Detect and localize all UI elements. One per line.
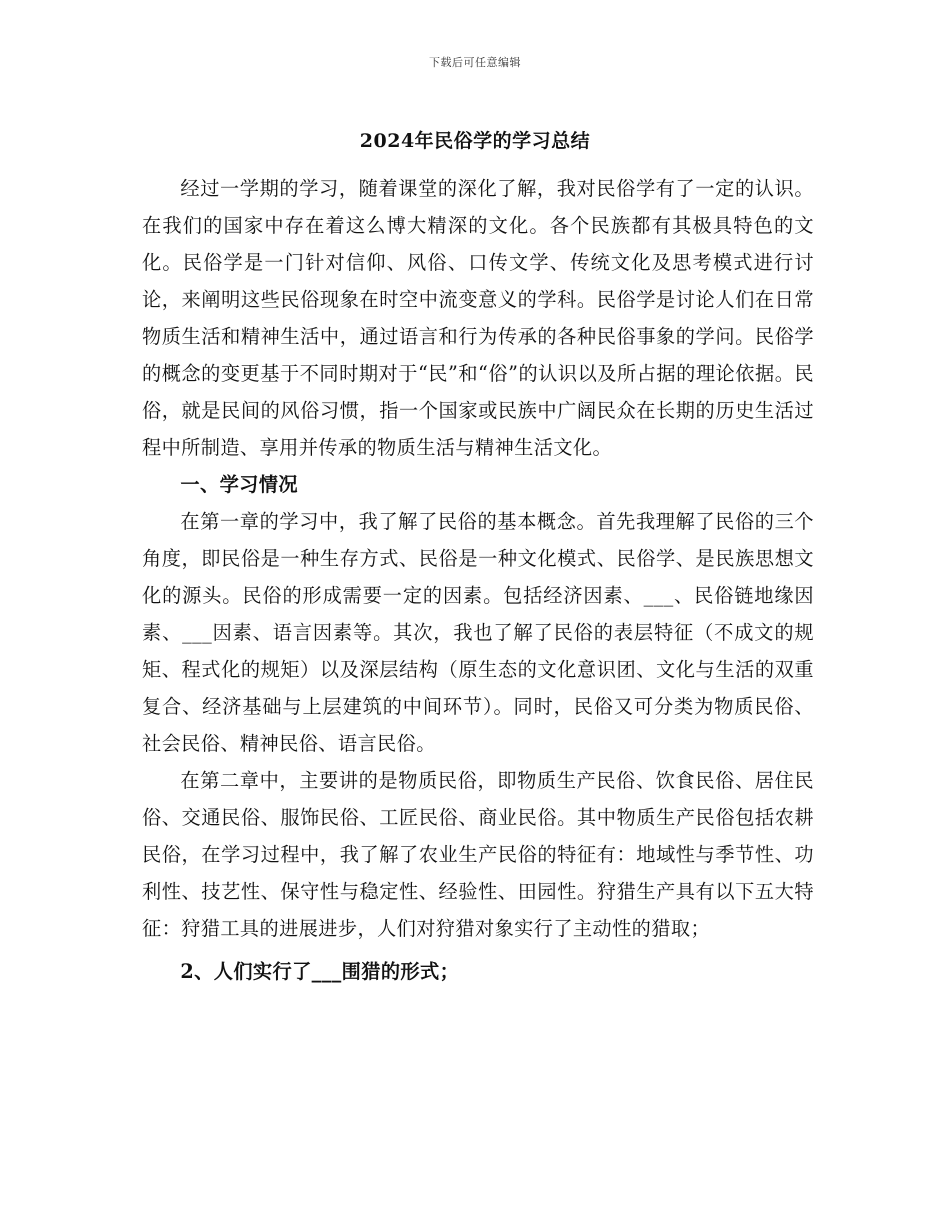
numbered-item-2: 2、人们实行了___围猎的形式； bbox=[180, 960, 460, 983]
chapter1-paragraph: 在第一章的学习中，我了解了民俗的基本概念。首先我理解了民俗的三个角度，即民俗是一种生存方式、民俗是一种文化模式、民俗学、是民族思想文化的源头。民俗的形成需要一定的因素。包括经济因素、___、民俗链地缘因素、___因素、语言因素等。其次，我也了解了民俗的表层特征（不成文的规矩、程式化的规矩）以及深层结构（原生态的文化意识团、文化与生活的双重复合、经济基础与上层建筑的中间环节）。同时，民俗又可分类为物质民俗、社会民俗、精神民俗、语言民俗。 bbox=[142, 510, 814, 755]
document-body bbox=[142, 170, 814, 990]
chapter2-paragraph: 在第二章中，主要讲的是物质民俗，即物质生产民俗、饮食民俗、居住民俗、交通民俗、服饰民俗、工匠民俗、商业民俗。其中物质生产民俗包括农耕民俗，在学习过程中，我了解了农业生产民俗的特征有：地域性与季节性、功利性、技艺性、保守性与稳定性、经验性、田园性。狩猎生产具有以下五大特征：狩猎工具的进展进步，人们对狩猎对象实行了主动性的猎取； bbox=[142, 769, 814, 940]
section-heading-study-status: 一、学习情况 bbox=[180, 473, 298, 496]
document-title: 2024年民俗学的学习总结 bbox=[359, 130, 591, 152]
intro-paragraph: 经过一学期的学习，随着课堂的深化了解，我对民俗学有了一定的认识。在我们的国家中存在着这么博大精深的文化。各个民族都有其极具特色的文化。民俗学是一门针对信仰、风俗、口传文学、传统文化及思考模式进行讨论，来阐明这些民俗现象在时空中流变意义的学科。民俗学是讨论人们在日常物质生活和精神生活中，通过语言和行为传承的各种民俗事象的学问。民俗学的概念的变更基于不同时期对于“民”和“俗”的认识以及所占据的理论依据。民俗，就是民间的风俗习惯，指一个国家或民族中广阔民众在长期的历史生活过程中所制造、享用并传承的物质生活与精神生活文化。 bbox=[142, 177, 814, 459]
header-note: 下载后可任意编辑 bbox=[429, 56, 521, 69]
